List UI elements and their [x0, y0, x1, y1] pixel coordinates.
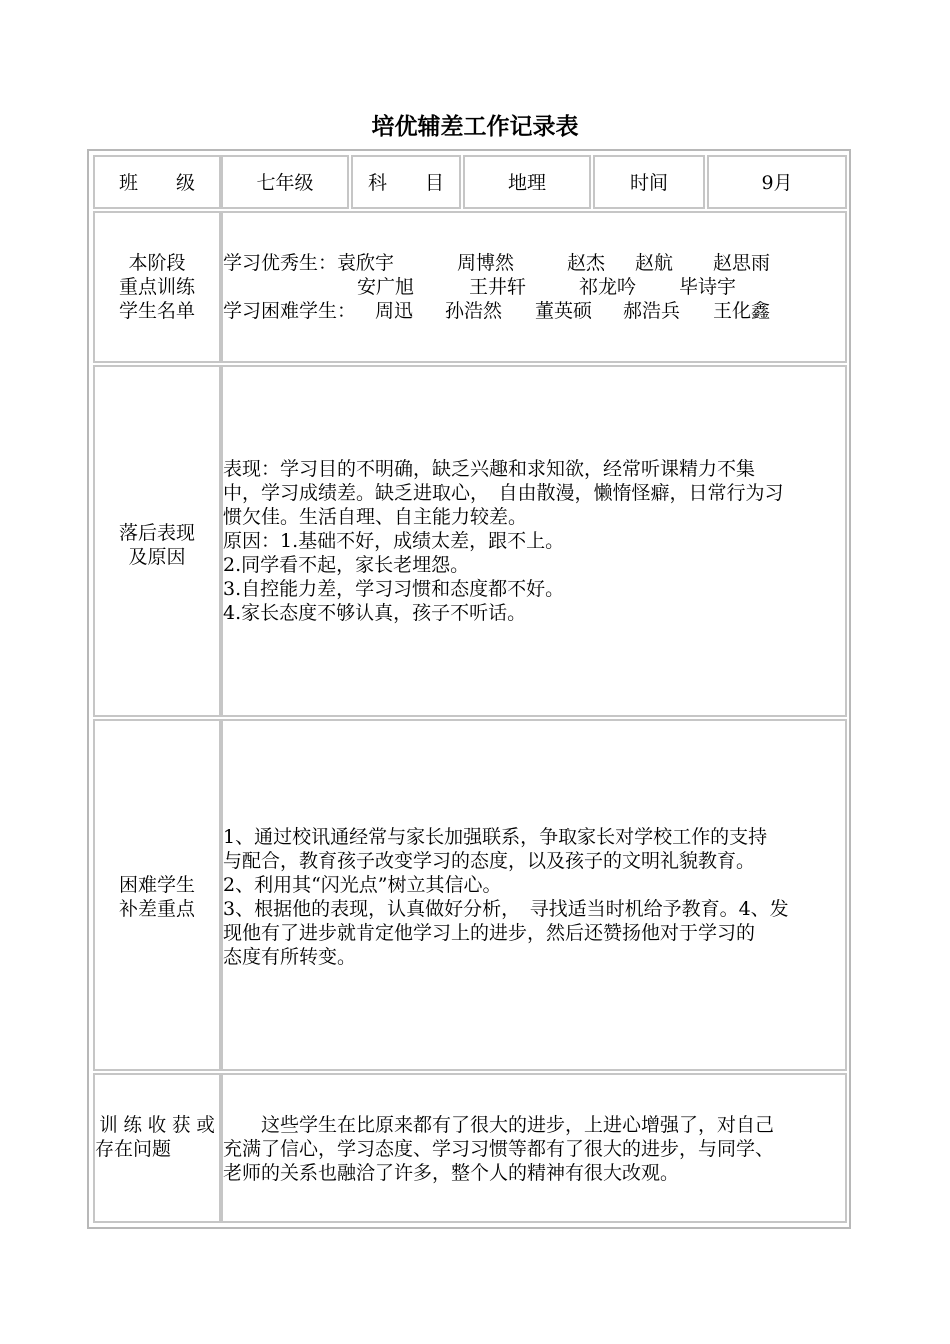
focus-line: 2、利用其“闪光点”树立其信心。 — [223, 874, 502, 896]
behind-line: 中，学习成绩差。缺乏进取心， 自由散漫，懒惰怪癖，日常行为习 — [223, 482, 784, 504]
time-label-cell — [593, 155, 705, 209]
difficult-student: 孙浩然 — [445, 300, 503, 322]
time-value-cell — [707, 155, 847, 209]
excellent-student: 祁龙吟 — [579, 276, 637, 298]
difficult-label: 学习困难学生： — [223, 300, 357, 322]
focus-line: 与配合，教育孩子改变学习的态度，以及孩子的文明礼貌教育。 — [223, 850, 756, 872]
page-title: 培优辅差工作记录表 — [371, 113, 579, 140]
excellent-student: 周博然 — [457, 252, 515, 274]
focus-label-cell — [93, 719, 221, 1071]
difficult-student: 王化鑫 — [713, 300, 771, 322]
results-line: 老师的关系也融洽了许多，整个人的精神有很大改观。 — [223, 1162, 680, 1184]
students-content-cell — [221, 211, 847, 363]
class-label: 班 级 — [118, 172, 195, 194]
class-value-cell — [221, 155, 349, 209]
results-content-cell — [221, 1073, 847, 1223]
difficult-student: 周迅 — [375, 300, 414, 322]
behind-line: 原因：1.基础不好，成绩太差，跟不上。 — [223, 530, 565, 552]
record-table — [87, 149, 851, 1229]
focus-line: 现他有了进步就肯定他学习上的进步，然后还赞扬他对于学习的 — [223, 922, 756, 944]
subject-label-cell — [351, 155, 461, 209]
behind-content-cell — [221, 365, 847, 717]
class-label-cell — [93, 155, 221, 209]
focus-label-line2: 补差重点 — [118, 898, 195, 920]
students-label-cell — [93, 211, 221, 363]
behind-label-line1: 落后表现 — [118, 522, 195, 544]
focus-line: 态度有所转变。 — [223, 946, 357, 968]
difficult-student: 董英硕 — [535, 300, 593, 322]
results-label-line2: 存在问题 — [95, 1138, 172, 1160]
subject-label: 科 目 — [367, 172, 444, 194]
subject-value: 地理 — [507, 172, 546, 194]
class-value: 七年级 — [256, 172, 314, 194]
results-line: 充满了信心，学习态度、学习习惯等都有了很大的进步，与同学、 — [223, 1138, 775, 1160]
behind-line: 表现：学习目的不明确，缺乏兴趣和求知欲，经常听课精力不集 — [223, 458, 756, 480]
results-line: 这些学生在比原来都有了很大的进步，上进心增强了，对自己 — [223, 1114, 775, 1136]
excellent-student: 赵杰 — [567, 252, 606, 274]
difficult-student: 郝浩兵 — [623, 300, 681, 322]
behind-label-cell — [93, 365, 221, 717]
results-label-cell — [93, 1073, 221, 1223]
behind-line: 惯欠佳。生活自理、自主能力较差。 — [223, 506, 528, 528]
behind-line: 4.家长态度不够认真，孩子不听话。 — [223, 602, 527, 624]
students-label-line2: 重点训练 — [118, 276, 195, 298]
focus-label-line1: 困难学生 — [118, 874, 195, 896]
excellent-student: 赵思雨 — [713, 252, 771, 274]
behind-line: 3.自控能力差，学习习惯和态度都不好。 — [223, 578, 565, 600]
excellent-student: 王井轩 — [469, 276, 527, 298]
results-label-line1: 训 练 收 获 或 — [99, 1114, 215, 1136]
focus-line: 1、通过校讯通经常与家长加强联系，争取家长对学校工作的支持 — [223, 826, 768, 848]
excellent-student: 赵航 — [635, 252, 674, 274]
time-label: 时间 — [629, 172, 668, 194]
focus-content-cell — [221, 719, 847, 1071]
behind-label-line2: 及原因 — [128, 546, 186, 568]
behind-line: 2.同学看不起，家长老埋怨。 — [223, 554, 470, 576]
focus-line: 3、根据他的表现，认真做好分析， 寻找适当时机给予教育。4、发 — [223, 898, 789, 920]
excellent-student: 袁欣宇 — [337, 252, 395, 274]
students-label-line1: 本阶段 — [128, 252, 186, 274]
excellent-student: 安广旭 — [357, 276, 415, 298]
excellent-student: 毕诗宇 — [679, 276, 737, 298]
time-value: 9月 — [761, 172, 793, 194]
excellent-label: 学习优秀生： — [223, 252, 338, 274]
students-label-line3: 学生名单 — [118, 300, 195, 322]
subject-value-cell — [463, 155, 591, 209]
